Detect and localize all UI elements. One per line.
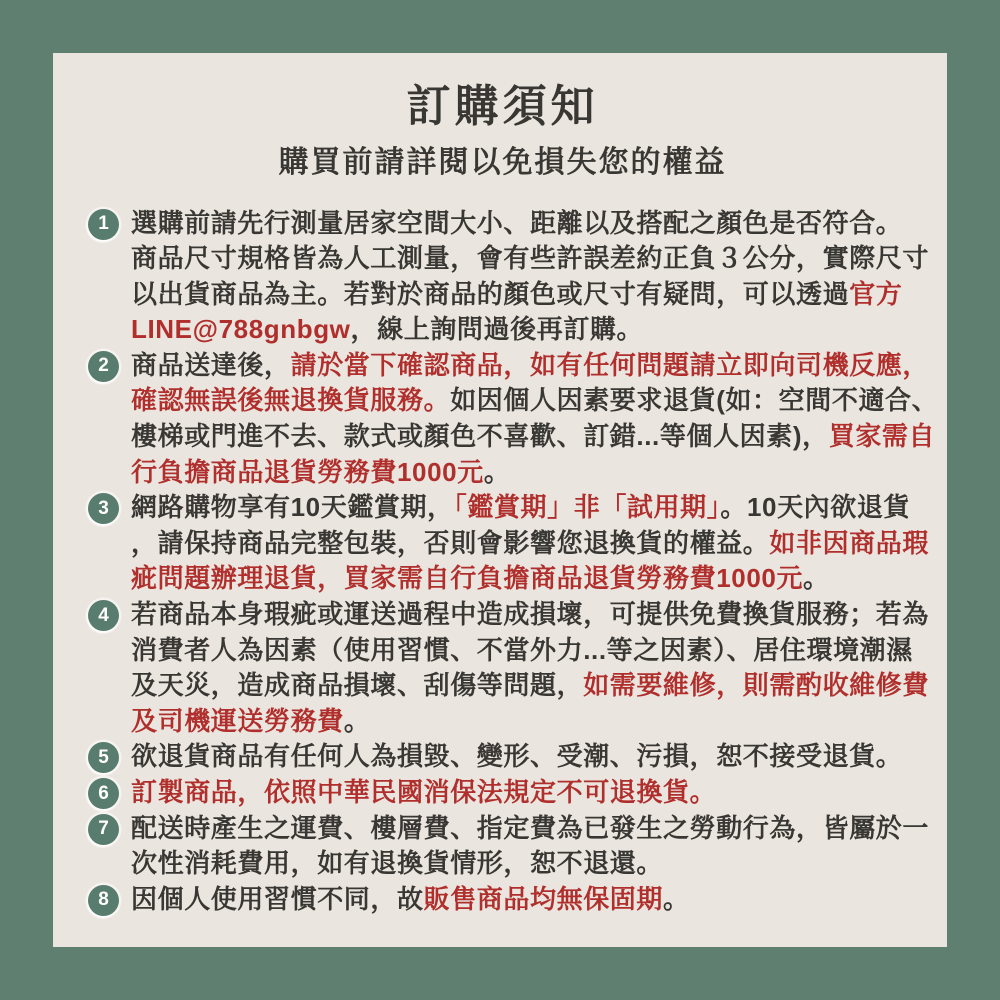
notice-line: [131, 490, 917, 526]
text-segment-highlight: 行負擔商品退貨勞務費1000元: [131, 456, 484, 487]
notice-line: [131, 846, 917, 882]
text-segment-highlight: LINE@788gnbgw: [131, 314, 351, 345]
notice-line: [131, 561, 917, 597]
item-number-badge: 3: [88, 493, 119, 524]
notice-item-1: [88, 206, 930, 348]
text-segment-highlight: 「鑑賞期」非「試用期」: [453, 492, 721, 523]
text-segment: 商品尺寸規格皆為人工測量，會有些許誤差約正負３公分，實際尺寸: [131, 243, 930, 274]
notice-line: [131, 348, 930, 384]
text-segment: 網路購物享有10天鑑賞期，: [131, 492, 454, 523]
notice-line: [131, 312, 917, 348]
text-segment: 。: [483, 456, 511, 487]
text-segment: 。: [663, 883, 690, 914]
notice-line: [131, 241, 930, 277]
text-segment: 。: [343, 705, 371, 736]
notice-item-6: [88, 775, 917, 811]
notice-line: [131, 882, 917, 918]
notice-card: [53, 53, 947, 947]
text-segment-highlight: 販售商品均無保固期: [423, 883, 664, 914]
item-text: [131, 775, 917, 811]
notice-line: [131, 668, 930, 704]
text-segment: 選購前請先行測量居家空間大小、距離以及搭配之顏色是否符合。: [131, 207, 903, 238]
item-number-badge: 8: [88, 885, 119, 916]
item-number-badge: 7: [88, 814, 119, 845]
item-text: [131, 739, 917, 775]
notice-line: [131, 704, 917, 740]
text-segment-highlight: 請於當下確認商品，如有任何問題請立即向司機反應，: [290, 349, 930, 380]
notice-item-8: [88, 882, 917, 918]
text-segment: 若商品本身瑕疵或運送過程中造成損壞，可提供免費換貨服務；若為: [131, 599, 930, 630]
text-segment: ，請保持商品完整包裝，否則會影響您退換貨的權益。: [131, 527, 770, 558]
item-text: [131, 206, 930, 348]
item-number-badge: 1: [88, 209, 119, 240]
text-segment: 如因個人因素要求退貨(如：空間不適合、: [450, 385, 939, 416]
notice-item-7: [88, 811, 930, 882]
notice-line: [131, 526, 930, 562]
text-segment-highlight: 訂製商品，依照中華民國消保法規定不可退換貨。: [131, 777, 717, 807]
notice-line: [131, 277, 917, 313]
item-number-badge: 2: [88, 351, 119, 382]
notice-line: [131, 739, 917, 775]
notice-item-3: [88, 490, 930, 597]
notice-line: [131, 775, 917, 811]
notice-list: [88, 206, 939, 918]
item-number-badge: 5: [88, 742, 119, 773]
item-text: [131, 811, 930, 882]
text-segment-highlight: 確認無誤後無退換貨服務。: [131, 385, 451, 416]
text-segment-highlight: 疵問題辦理退貨，買家需自行負擔商品退貨勞務費1000元: [131, 563, 804, 594]
notice-item-2: [88, 348, 939, 490]
notice-line: [131, 597, 930, 633]
text-segment: 欲退貨商品有任何人為損毀、變形、受潮、污損，恕不接受退貨。: [131, 741, 903, 772]
text-segment-highlight: 買家需自: [828, 421, 936, 452]
item-number-badge: 6: [88, 778, 119, 809]
page-title: 訂購須知: [406, 82, 599, 131]
notice-line: [131, 811, 930, 847]
item-text: [131, 882, 917, 918]
item-text: [131, 348, 939, 490]
item-text: [131, 490, 930, 597]
text-segment-highlight: 及司機運送勞務費: [131, 705, 344, 736]
item-number-badge: 4: [88, 600, 119, 631]
notice-item-5: [88, 739, 917, 775]
notice-line: [131, 206, 917, 242]
text-segment: 配送時產生之運費、樓層費、指定費為已發生之勞動行為，皆屬於一: [131, 812, 930, 843]
text-segment: 樓梯或門進不去、款式或顏色不喜歡、訂錯...等個人因素)，: [131, 421, 829, 452]
page-subtitle: 購買前請詳閱以免損失您的權益: [278, 146, 727, 179]
notice-item-4: [88, 597, 930, 739]
notice-line: [131, 455, 917, 491]
text-segment: 以出貨商品為主。若對於商品的顏色或尺寸有疑問，可以透過: [131, 278, 850, 309]
text-segment: 次性消耗費用，如有退換貨情形，恕不退還。: [131, 848, 664, 879]
text-segment: 。: [803, 563, 830, 594]
text-segment: 因個人使用習慣不同，故: [131, 883, 424, 914]
item-text: [131, 597, 930, 739]
notice-line: [131, 383, 939, 419]
text-segment: 消費者人為因素（使用習慣、不當外力...等之因素）、居住環境潮濕: [131, 634, 913, 665]
text-segment: 商品送達後，: [131, 349, 291, 380]
notice-line: [131, 419, 936, 455]
text-segment-highlight: 如非因商品瑕: [769, 527, 930, 558]
text-segment-highlight: 官方: [849, 278, 903, 309]
text-segment: 及天災，造成商品損壞、刮傷等問題，: [131, 670, 584, 701]
text-segment-highlight: 如需要維修，則需酌收維修費: [583, 670, 930, 701]
notice-line: [131, 633, 917, 669]
text-segment: 。10天內欲退貨: [720, 492, 911, 523]
text-segment: ，線上詢問過後再訂購。: [350, 314, 644, 345]
